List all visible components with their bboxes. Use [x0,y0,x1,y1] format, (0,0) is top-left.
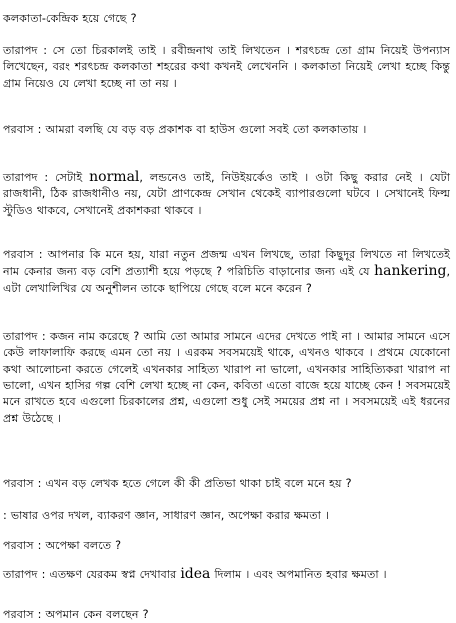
paragraph-text: পরবাস : আমরা বলছি যে বড় বড় প্রকাশক বা হাউস গুলো সবই তো কলকাতায় । [3,123,367,137]
paragraph-parabas-question-5 [3,607,450,623]
paragraph-text: তারাপদ : এতক্ষণ যেরকম স্বপ্ন দেখাবার [3,568,181,582]
paragraph-text: পরবাস : অপমান কেন বলছেন ? [3,608,149,622]
paragraph-parabas-question-4 [3,538,450,554]
paragraph-text: পরবাস : এখন বড় লেখক হতে গেলে কী কী প্রতিভা থাকা চাই বলে মনে হয় ? [3,477,352,491]
paragraph-text: তারাপদ : সে তো চিরকালই তাই । রবীন্দ্রনাথ তাই লিখতেন । শরৎচন্দ্র তো গ্রাম নিয়েই উপন্যাস লিখেছেন, বরং শরৎচন্দ্র কলকাতা শহরের কথা কখনই লেখেননি । কলকাতা নিয়েই লেখা হচ্ছে কিন্তু গ্রাম নিয়েও যে লেখা হচ্ছে না তা নয় । [3,44,450,90]
paragraph-text: পরবাস : আপনার কি মনে হয়, যারা নতুন প্রজন্ম এখন লিখছে, তারা কিছুদূর লিখতে না লিখতেই নাম কেনার জন্য বড় বেশি প্রত্যাশী হয়ে পড়ছে ? পরিচিতি বাড়ানোর জন্য এই যে [3,248,450,279]
paragraph-text: , লন্ডনেও তাই, নিউইয়র্কেও তাই । ওটা কিছু করার নেই । যেটা রাজধানী, ঠিক রাজধানীও নয়, যেটা প্রাণকেন্দ্র সেখান থেকেই ব্যাপারগুলো ঘটবে । সেখানেই ফিল্ম স্টুডিও থাকবে, সেখানেই প্রকাশকরা থাকবে । [3,171,450,217]
paragraph-tarapada-answer-3 [3,329,450,427]
paragraph-tarapada-answer-1 [3,43,450,92]
paragraph-tarapada-answer-4 [3,566,450,583]
paragraph-parabas-question-3 [3,476,450,492]
paragraph-answer-skills [3,508,450,524]
paragraph-parabas-question-1 [3,122,450,138]
paragraph-text: দিলাম । এবং অপমানিত হবার ক্ষমতা । [210,568,387,582]
paragraph-text: তারাপদ : কজন নাম করেছে ? আমি তো আমার সামনে এদের দেখতে পাই না । আমার সামনে এসে কেউ লাফালাফি করছে এমন তো নয় । এরকম সবসময়েই থাকে, এখনও থাকবে । প্রথমে যেকোনো কথা আলোচনা করতে গেলেই এখনকার সাহিত্য খারাপ না ভালো, এখনকার সাহিত্যিকরা খারাপ না ভালো, এখন হাসির গল্প বেশি লেখা হচ্ছে না কেন, কবিতা এতো বাজে হয়ে যাচ্ছে কেন ! সবসময়েই মনে রাখতে হবে এগুলো চিরকালের প্রশ্ন, এগুলো শুধু সেই সময়ের প্রশ্ন না । সবসময়েই এই ধরনের প্রশ্ন উঠেছে । [3,330,450,425]
paragraph-text: কলকাতা-কেন্দ্রিক হয়ে গেছে ? [3,12,137,26]
latin-word-normal: normal [89,169,140,186]
latin-word-idea: idea [180,566,211,583]
paragraph-text: তারাপদ : সেটাই [3,171,90,185]
paragraph-tarapada-answer-2 [3,169,450,219]
paragraph-text: : ভাষার ওপর দখল, ব্যাকরণ জ্ঞান, সাধারণ জ্ঞান, অপেক্ষা করার ক্ষমতা । [3,509,329,523]
paragraph-parabas-question-2 [3,247,450,297]
paragraph-text: পরবাস : অপেক্ষা বলতে ? [3,539,122,553]
latin-word-hankering: hankering [374,263,447,280]
paragraph-text: , এটা লেখালিখির যে অনুশীলন তাকে ছাপিয়ে গেছে বলে মনে করেন ? [3,265,450,295]
paragraph-fragment [3,11,450,27]
